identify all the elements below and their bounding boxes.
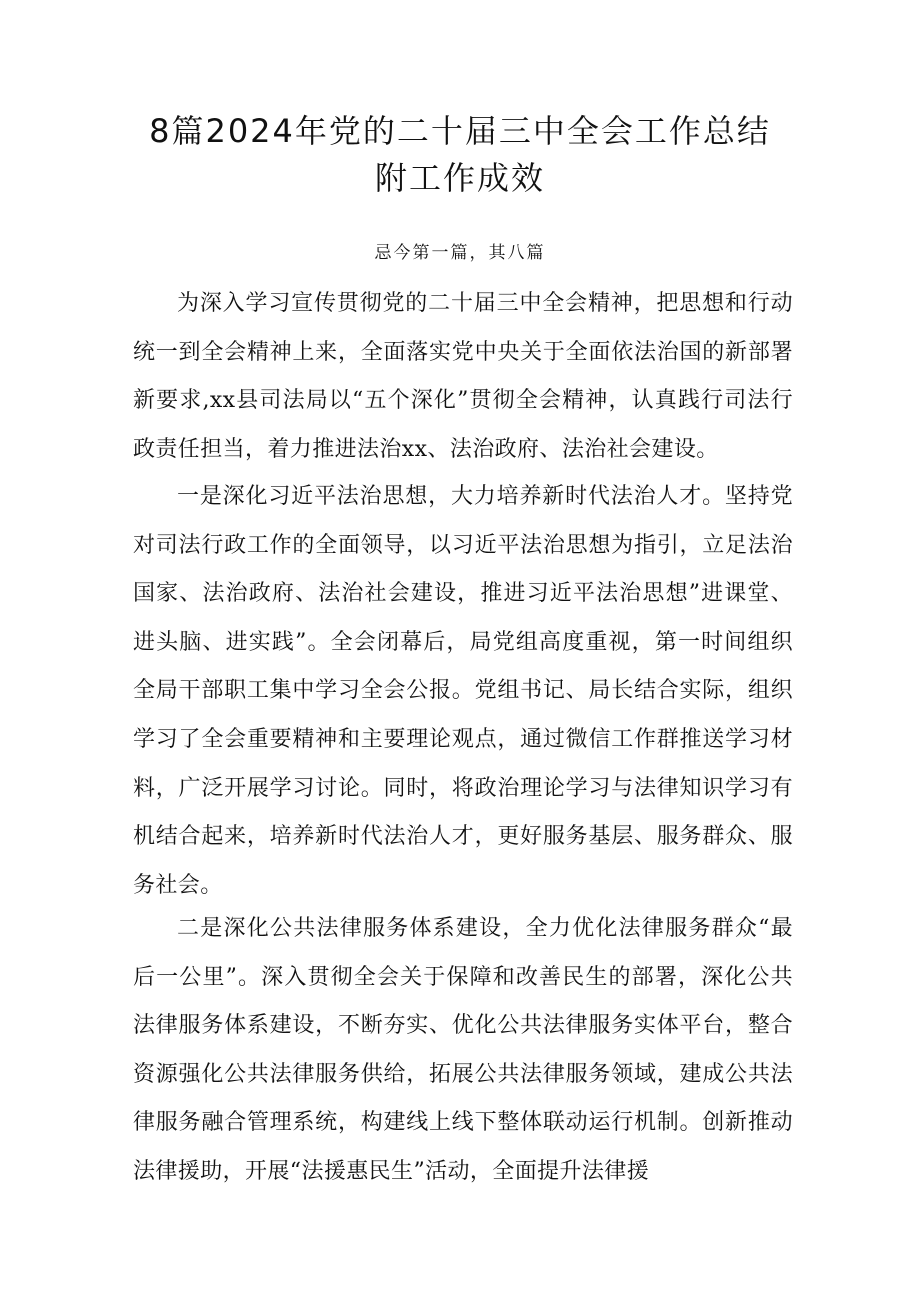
body-paragraph-2-block (133, 473, 793, 910)
document-subtitle: 忌今第一篇，其八篇 (374, 243, 546, 263)
body-paragraph: 为深入学习宣传贯彻党的二十届三中全会精神，把思想和行动统一到全会精神上来，全面落实党中央关于全面依法治国的新部署新要求,xx县司法局以“五个深化”贯彻全会精神，认真践行司法行政责任担当，着力推进法治xx、法治政府、法治社会建设。 (133, 291, 793, 462)
body-paragraph: 二是深化公共法律服务体系建设，全力优化法律服务群众“最后一公里”。深入贯彻全会关于保障和改善民生的部署，深化公共法律服务体系建设，不断夯实、优化公共法律服务实体平台，整合资源强化公共法律服务供给，拓展公共法律服务领域，建成公共法律服务融合管理系统，构建线上线下整体联动运行机制。创新推动法律援助，开展“法援惠民生”活动，全面提升法律援 (133, 916, 793, 1184)
body-paragraph: 一是深化习近平法治思想，大力培养新时代法治人才。坚持党对司法行政工作的全面领导，以习近平法治思想为指引，立足法治国家、法治政府、法治社会建设，推进习近平法治思想”进课堂、进头脑、进实践”。全会闭幕后，局党组高度重视，第一时间组织全局干部职工集中学习全会公报。党组书记、局长结合实际，组织学习了全会重要精神和主要理论观点，通过微信工作群推送学习材料，广泛开展学习讨论。同时，将政治理论学习与法律知识学习有机结合起来，培养新时代法治人才，更好服务基层、服务群众、服务社会。 (133, 484, 793, 898)
body-paragraph-1-block (133, 280, 793, 474)
document-title-line-2: 附工作成效 (374, 159, 545, 197)
document-title-line-1: 8篇2024年党的二十届三中全会工作总结 (149, 112, 771, 150)
body-paragraph-3-block (133, 905, 793, 1197)
